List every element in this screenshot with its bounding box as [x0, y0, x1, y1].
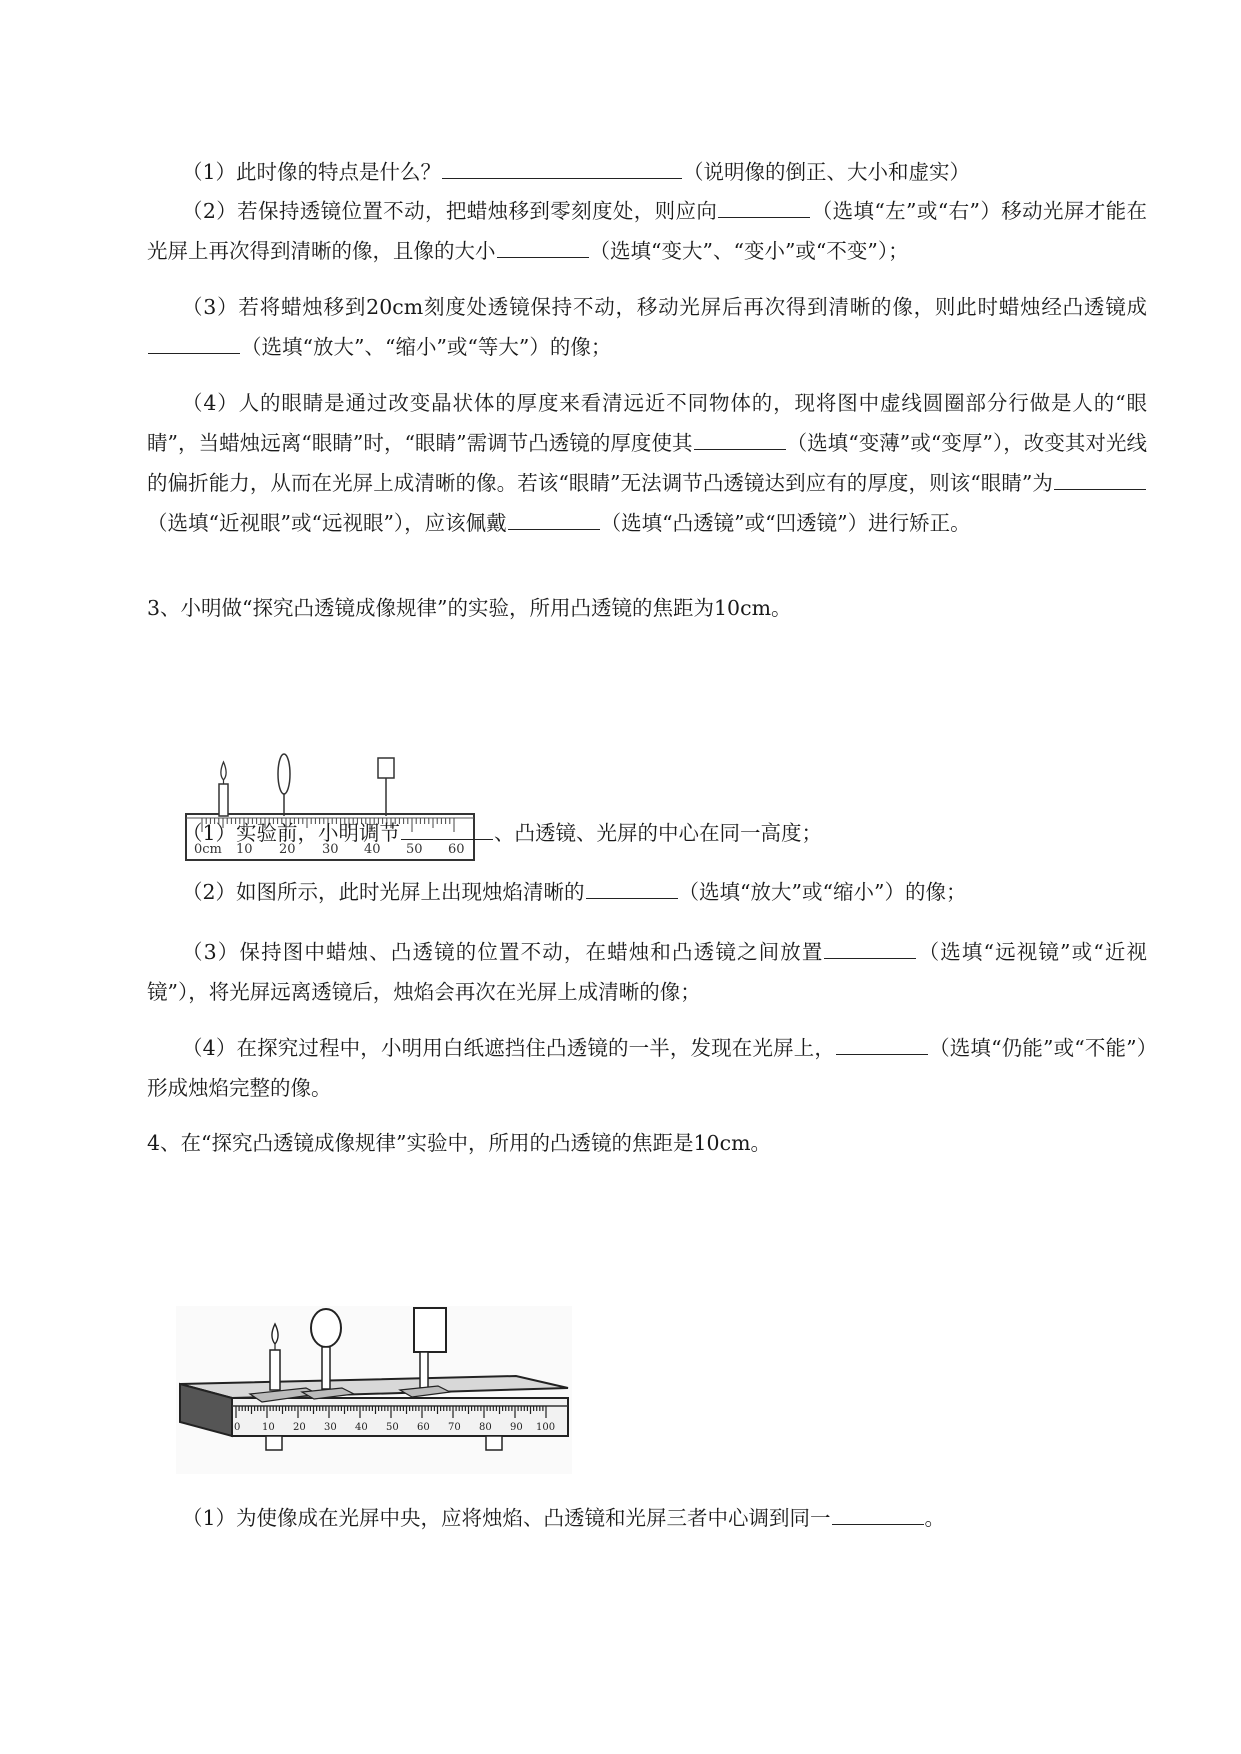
answer-blank[interactable]: [718, 195, 810, 218]
answer-blank[interactable]: [832, 1502, 924, 1525]
ruler-label-20: 20: [279, 842, 296, 857]
ruler-label-0: 0cm: [194, 842, 222, 857]
q2-part2: （2）若保持透镜位置不动，把蜡烛移到零刻度处，则应向 （选填“左”或“右”）移动光屏才能在光屏上再次得到清晰的像，且像的大小 （选填“变大”、“变小”或“不变”）；: [147, 191, 1147, 271]
bench-label-90: 90: [510, 1422, 523, 1433]
ruler-label-30: 30: [322, 842, 339, 857]
ruler-label-50: 50: [406, 842, 423, 857]
ruler-label-40: 40: [364, 842, 381, 857]
q4-figure-optical-bench: [176, 1306, 572, 1474]
bench-label-40: 40: [355, 1422, 368, 1433]
answer-blank[interactable]: [497, 235, 589, 258]
ruler-label-60: 60: [448, 842, 465, 857]
answer-blank[interactable]: [442, 156, 682, 179]
bench-label-80: 80: [479, 1422, 492, 1433]
answer-blank[interactable]: [694, 427, 786, 450]
bench-label-70: 70: [448, 1422, 461, 1433]
answer-blank[interactable]: [508, 507, 600, 530]
answer-blank[interactable]: [1054, 467, 1146, 490]
q3-part2: （2）如图所示，此时光屏上出现烛焰清晰的 （选填“放大”或“缩小”）的像；: [147, 872, 1147, 912]
q4-part1: （1）为使像成在光屏中央，应将烛焰、凸透镜和光屏三者中心调到同一 。: [147, 1498, 1147, 1538]
light-screen: [378, 758, 394, 816]
q2-part4: （4）人的眼睛是通过改变晶状体的厚度来看清远近不同物体的，现将图中虚线圆圈部分行做是人的“眼睛”，当蜡烛远离“眼睛”时，“眼睛”需调节凸透镜的厚度使其 （选填“变薄”或“变厚”），改变其对光线的偏折能力，从而在光屏上成清晰的像。若该“眼睛”无法调节凸透镜达到应有的厚度，则该“眼睛”为（选填“近视眼”或“远视眼”），应该佩戴 （选填“凸透镜”或“凹透镜”）进行矫正。: [147, 391, 1148, 535]
bench-label-50: 50: [386, 1422, 399, 1433]
bench-label-100: 100: [536, 1422, 556, 1433]
answer-blank[interactable]: [586, 876, 678, 899]
answer-blank[interactable]: [836, 1032, 928, 1055]
bench-label-60: 60: [417, 1422, 430, 1433]
q3-part4: （4）在探究过程中，小明用白纸遮挡住凸透镜的一半，发现在光屏上， （选填“仍能”或“不能”）形成烛焰完整的像。: [147, 1028, 1147, 1108]
q2-part3: （3）若将蜡烛移到20cm刻度处透镜保持不动，移动光屏后再次得到清晰的像，则此时蜡烛经凸透镜成（选填“放大”、“缩小”或“等大”）的像；: [147, 287, 1147, 367]
q3-stem: 3、小明做“探究凸透镜成像规律”的实验，所用凸透镜的焦距为10cm。: [147, 596, 792, 620]
answer-blank[interactable]: [824, 936, 916, 959]
bench-label-30: 30: [324, 1422, 337, 1433]
bench-label-20: 20: [293, 1422, 306, 1433]
bench-label-10: 10: [262, 1422, 275, 1433]
answer-blank[interactable]: [401, 817, 493, 840]
convex-lens: [278, 754, 290, 816]
q3-part3: （3）保持图中蜡烛、凸透镜的位置不动，在蜡烛和凸透镜之间放置 （选填“远视镜”或“近视镜”），将光屏远离透镜后，烛焰会再次在光屏上成清晰的像；: [147, 932, 1147, 1012]
answer-blank[interactable]: [148, 331, 240, 354]
bench-label-0: 0: [234, 1422, 241, 1433]
candle: [219, 762, 228, 816]
q3-part1: （1）实验前，小明调节 、凸透镜、光屏的中心在同一高度；: [147, 813, 1147, 853]
ruler-label-10: 10: [236, 842, 253, 857]
q4-stem: 4、在“探究凸透镜成像规律”实验中，所用的凸透镜的焦距是10cm。: [147, 1131, 772, 1155]
q2-part1: （1）此时像的特点是什么？ （说明像的倒正、大小和虚实）: [147, 152, 1147, 192]
